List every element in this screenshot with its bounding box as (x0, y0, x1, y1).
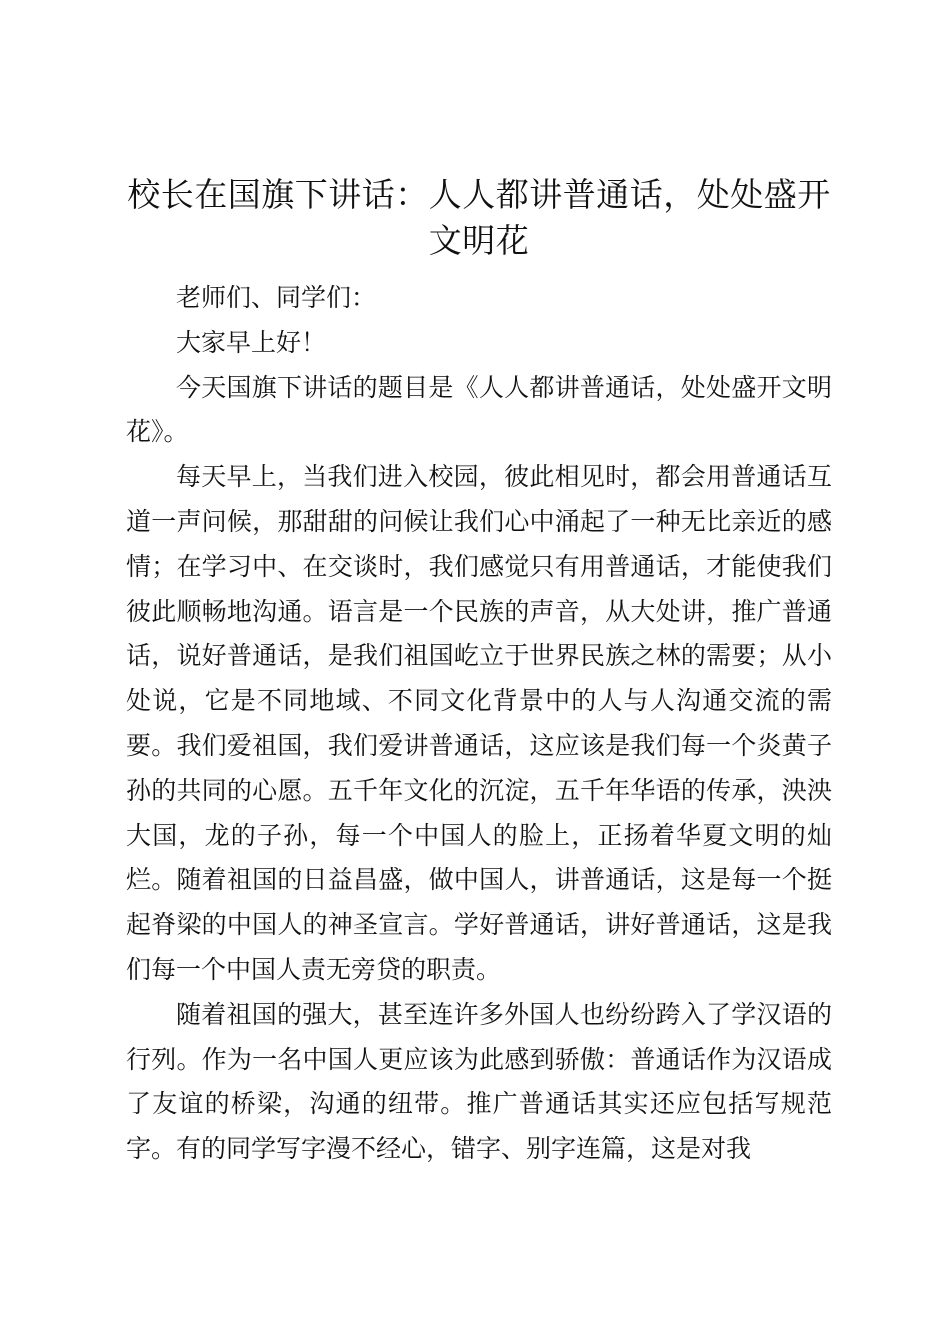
greeting-block (126, 276, 832, 366)
paragraph-foreigners: 随着祖国的强大，甚至连许多外国人也纷纷跨入了学汉语的行列。作为一名中国人更应该为此感到骄傲：普通话作为汉语成了友谊的桥梁，沟通的纽带。推广普通话其实还应包括写规范字。有的同学写字漫不经心，错字、别字连篇，这是对我 (126, 999, 832, 1164)
paragraph-morning: 每天早上，当我们进入校园，彼此相见时，都会用普通话互道一声问候，那甜甜的问候让我们心中涌起了一种无比亲近的感情；在学习中、在交谈时，我们感觉只有用普通话，才能使我们彼此顺畅地沟通。语言是一个民族的声音，从大处讲，推广普通话，说好普通话，是我们祖国屹立于世界民族之林的需要；从小处说，它是不同地域、不同文化背景中的人与人沟通交流的需要。我们爱祖国，我们爱讲普通话，这应该是我们每一个炎黄子孙的共同的心愿。五千年文化的沉淀，五千年华语的传承，泱泱大国，龙的子孙，每一个中国人的脸上，正扬着华夏文明的灿烂。随着祖国的日益昌盛，做中国人，讲普通话，这是每一个挺起脊梁的中国人的神圣宣言。学好普通话，讲好普通话，这是我们每一个中国人责无旁贷的职责。 (126, 462, 832, 984)
document-body (126, 172, 832, 1172)
paragraph-topic: 今天国旗下讲话的题目是《人人都讲普通话，处处盛开文明花》。 (126, 372, 832, 447)
salutation: 老师们、同学们： (176, 283, 377, 312)
document-title: 校长在国旗下讲话：人人都讲普通话，处处盛开文明花 (127, 175, 831, 260)
greeting: 大家早上好！ (176, 327, 327, 357)
